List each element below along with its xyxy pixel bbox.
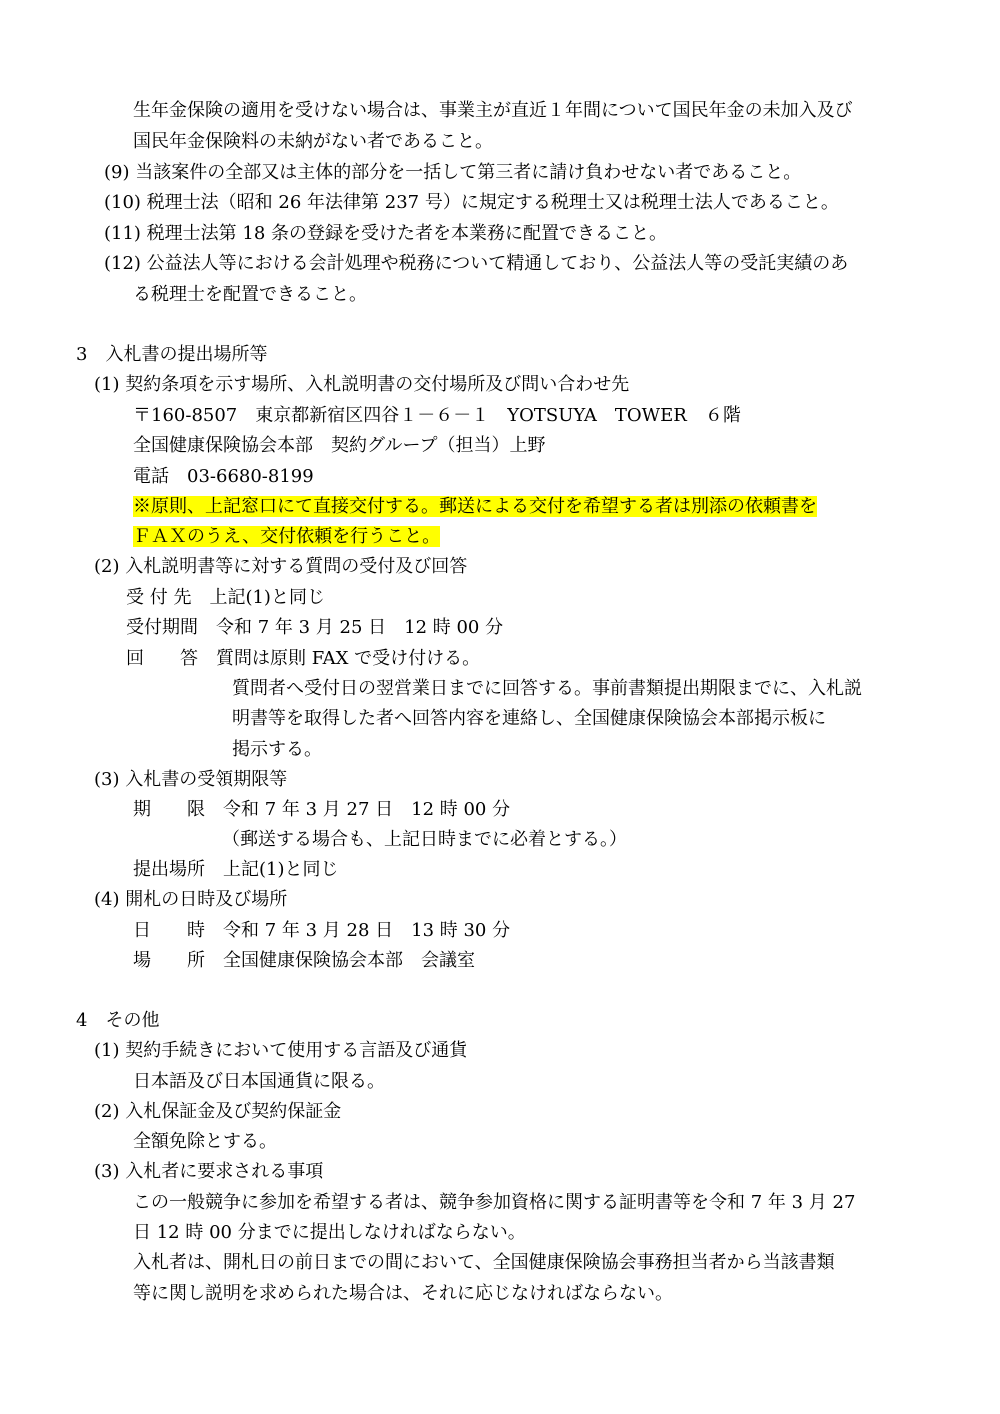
- list-item-9: (9) 当該案件の全部又は主体的部分を一括して第三者に請け負わせない者であること。: [104, 162, 802, 183]
- text-line: 受 付 先 上記(1)と同じ: [126, 587, 325, 608]
- highlight-text: ＦＡＸのうえ、交付依頼を行うこと。: [133, 526, 441, 547]
- highlighted-note: [133, 492, 817, 522]
- address-line: 〒160-8507 東京都新宿区四谷１－６－１ YOTSUYA TOWER ６階: [133, 405, 741, 426]
- text-line: 回 答 質問は原則 FAX で受け付ける。: [126, 648, 481, 669]
- text-line: 掲示する。: [232, 739, 322, 760]
- text-line: 生年金保険の適用を受けない場合は、事業主が直近１年間について国民年金の未加入及び: [133, 100, 853, 121]
- text-line: 入札者は、開札日の前日までの間において、全国健康保険協会事務担当者から当該書類: [133, 1252, 835, 1273]
- text-line: （郵送する場合も、上記日時までに必着とする。）: [222, 829, 627, 850]
- list-item-12: (12) 公益法人等における会計処理や税務について精通しており、公益法人等の受託実績のあ: [104, 253, 849, 274]
- text-line: 受付期間 令和 7 年 3 月 25 日 12 時 00 分: [126, 617, 504, 638]
- phone-line: 電話 03-6680-8199: [133, 466, 314, 487]
- list-item-10: (10) 税理士法（昭和 26 年法律第 237 号）に規定する税理士又は税理士法人であること。: [104, 192, 839, 213]
- subsection-heading: (2) 入札保証金及び契約保証金: [94, 1101, 342, 1122]
- text-line: 全額免除とする。: [133, 1131, 277, 1152]
- highlighted-note: [133, 522, 440, 552]
- text-line: 期 限 令和 7 年 3 月 27 日 12 時 00 分: [133, 799, 511, 820]
- section-heading-3: 3 入札書の提出場所等: [76, 344, 268, 365]
- text-line: 国民年金保険料の未納がない者であること。: [133, 131, 493, 152]
- text-line: 提出場所 上記(1)と同じ: [133, 859, 339, 880]
- text-line: 明書等を取得した者へ回答内容を連絡し、全国健康保険協会本部掲示板に: [232, 708, 826, 729]
- subsection-heading: (1) 契約手続きにおいて使用する言語及び通貨: [94, 1040, 468, 1061]
- text-line: この一般競争に参加を希望する者は、競争参加資格に関する証明書等を令和 7 年 3 月 27: [133, 1192, 856, 1213]
- text-line: 日 時 令和 7 年 3 月 28 日 13 時 30 分: [133, 920, 511, 941]
- subsection-heading: (3) 入札者に要求される事項: [94, 1161, 324, 1182]
- highlight-text: ※原則、上記窓口にて直接交付する。郵送による交付を希望する者は別添の依頼書を: [133, 496, 817, 517]
- subsection-heading: (1) 契約条項を示す場所、入札説明書の交付場所及び問い合わせ先: [94, 374, 630, 395]
- text-line: る税理士を配置できること。: [133, 284, 367, 305]
- list-item-11: (11) 税理士法第 18 条の登録を受けた者を本業務に配置できること。: [104, 223, 668, 244]
- text-line: 日本語及び日本国通貨に限る。: [133, 1071, 385, 1092]
- contact-line: 全国健康保険協会本部 契約グループ（担当）上野: [133, 435, 546, 456]
- section-heading-4: 4 その他: [76, 1010, 160, 1031]
- subsection-heading: (2) 入札説明書等に対する質問の受付及び回答: [94, 556, 468, 577]
- subsection-heading: (4) 開札の日時及び場所: [94, 889, 288, 910]
- subsection-heading: (3) 入札書の受領期限等: [94, 769, 288, 790]
- text-line: 場 所 全国健康保険協会本部 会議室: [133, 950, 475, 971]
- text-line: 質問者へ受付日の翌営業日までに回答する。事前書類提出期限までに、入札説: [232, 678, 862, 699]
- text-line: 等に関し説明を求められた場合は、それに応じなければならない。: [133, 1283, 673, 1304]
- text-line: 日 12 時 00 分までに提出しなければならない。: [133, 1222, 526, 1243]
